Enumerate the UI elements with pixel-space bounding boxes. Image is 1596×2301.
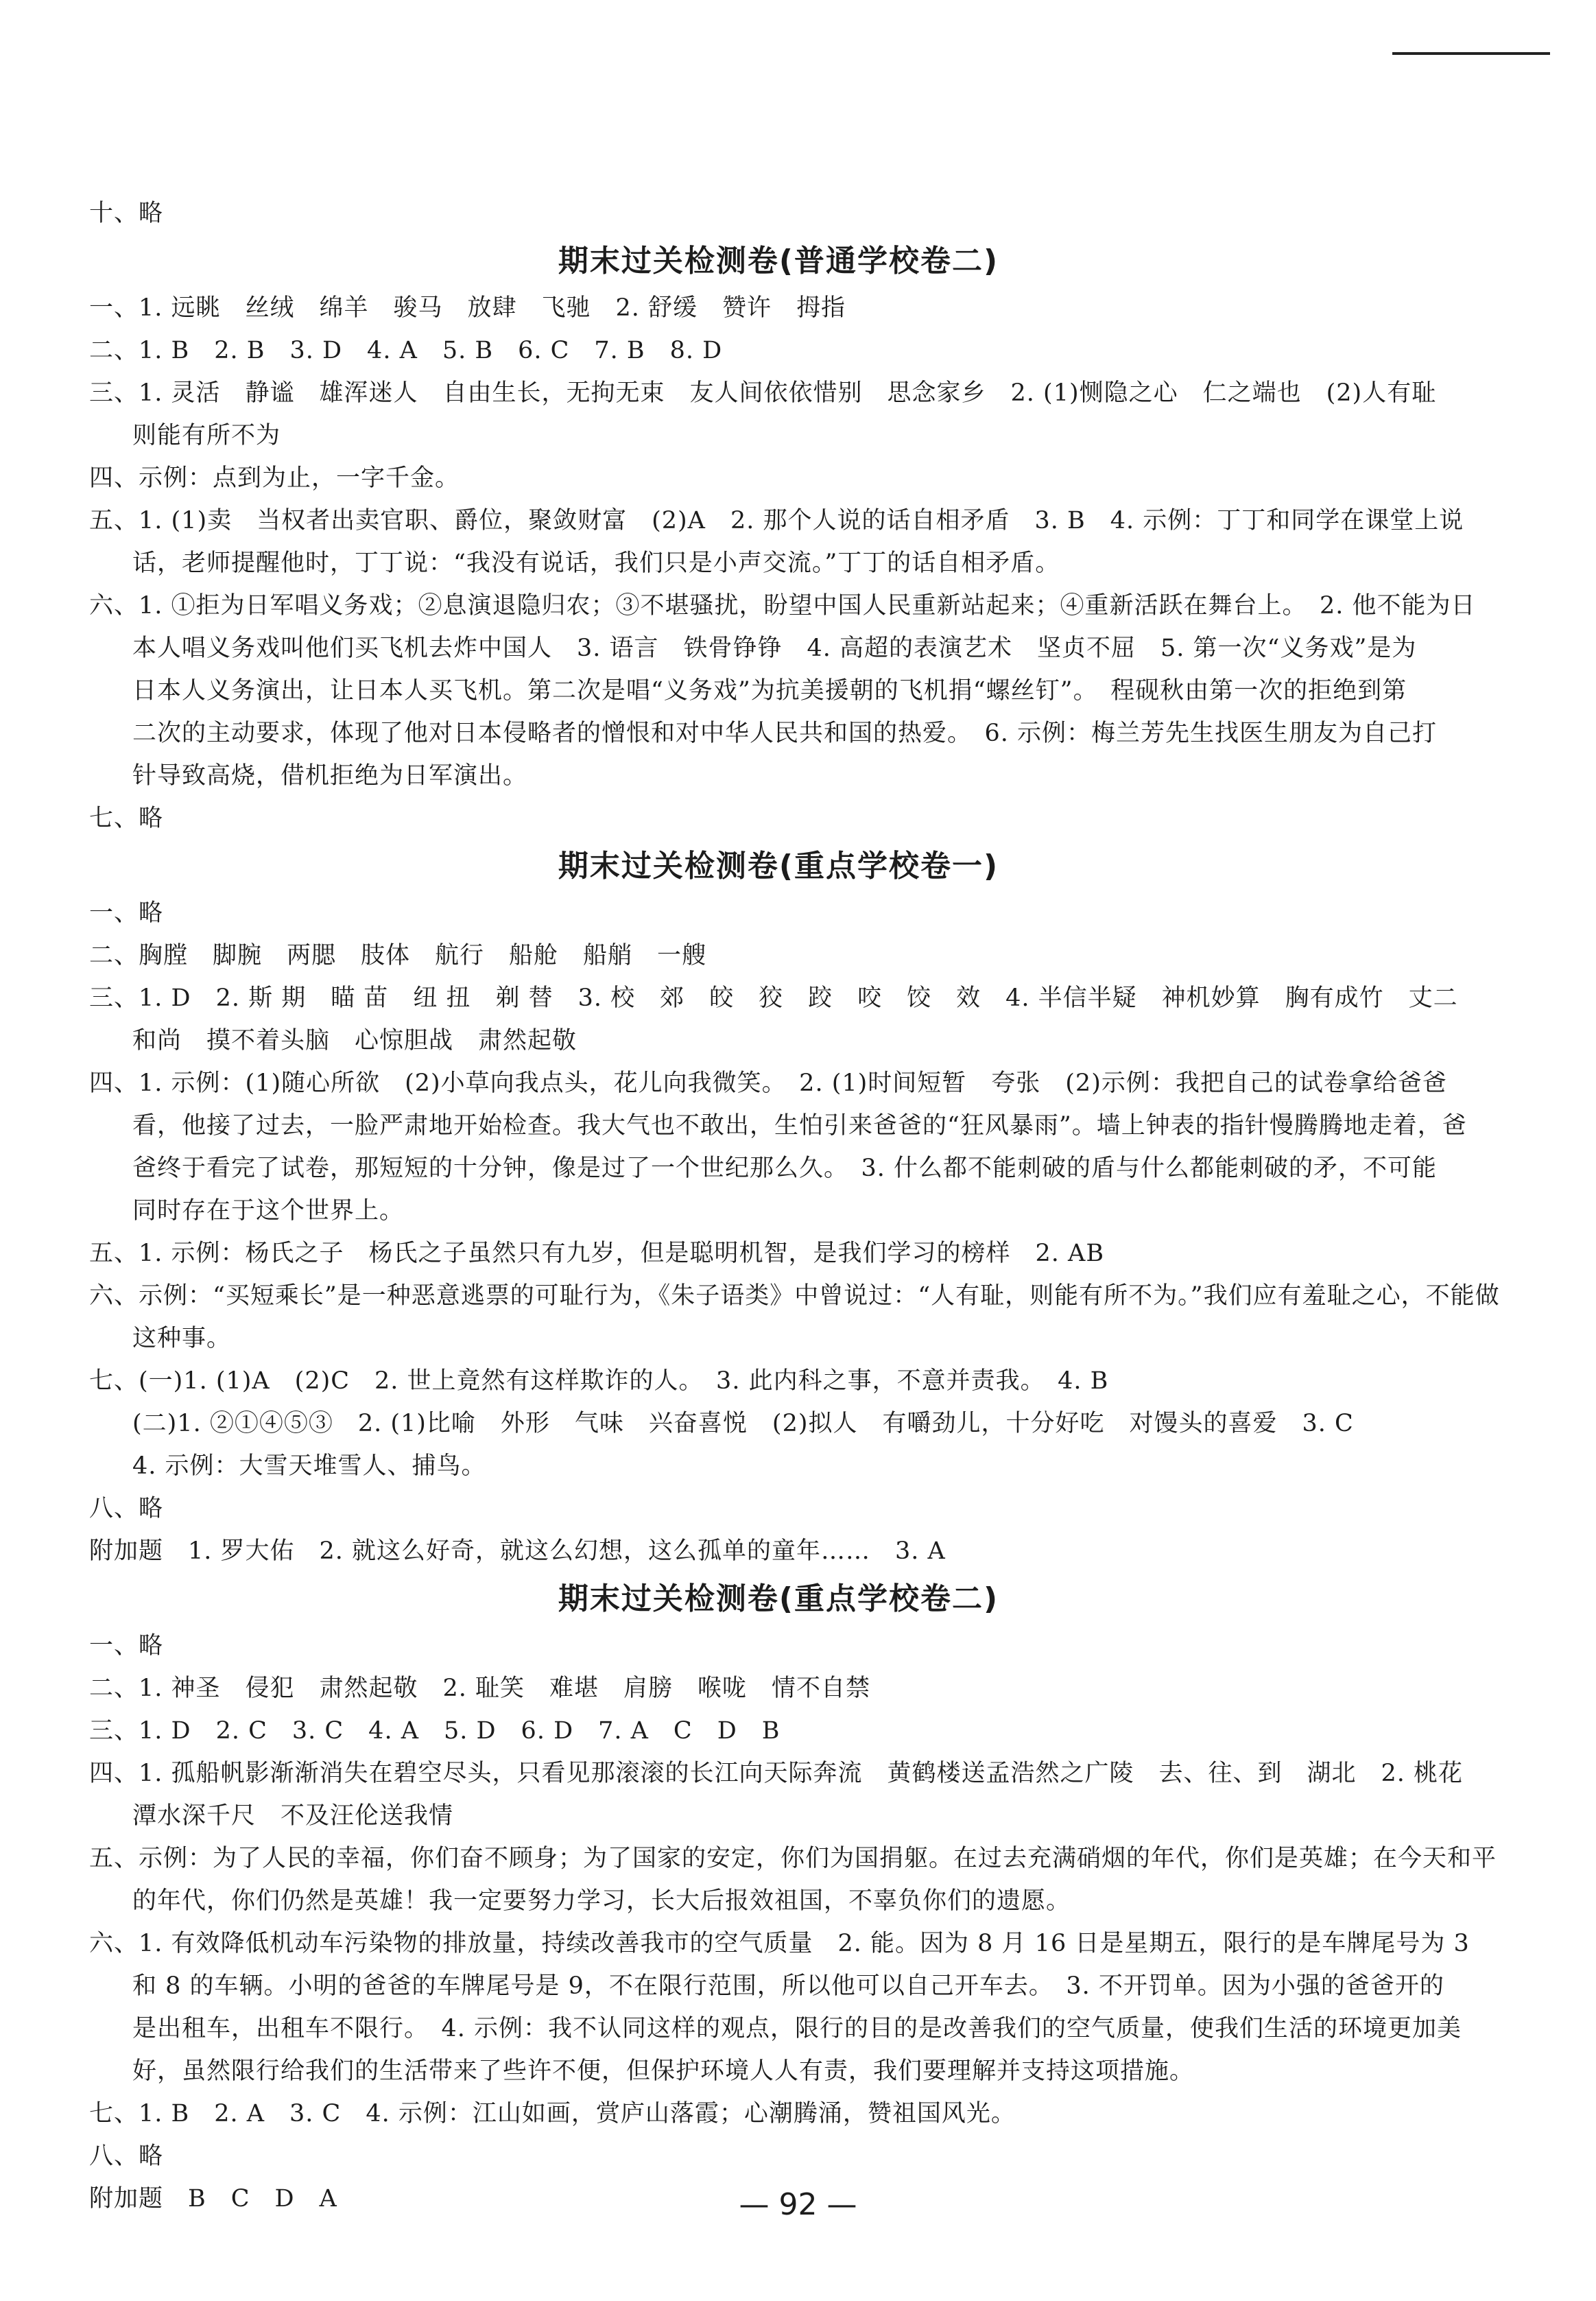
answer-line: 三、1. D 2. 斯 期 瞄 苗 纽 扭 剃 替 3. 校 郊 皎 狡 跤 咬 饺 效 4. 半信半疑 神机妙算 胸有成竹 丈二 — [89, 984, 1458, 1012]
answer-line: 爸终于看完了试卷，那短短的十分钟，像是过了一个世纪那么久。 3. 什么都不能刺破的盾与什么都能刺破的矛，不可能 — [132, 1155, 1438, 1182]
top-rule — [1392, 52, 1550, 55]
answer-line: 潭水深千尺 不及汪伦送我情 — [132, 1802, 454, 1830]
answer-line: 一、1. 远眺 丝绒 绵羊 骏马 放肆 飞驰 2. 舒缓 赞许 拇指 — [89, 294, 846, 322]
answer-line: 六、1. ①拒为日军唱义务戏；②息演退隐归农；③不堪骚扰，盼望中国人民重新站起来；④重新活跃在舞台上。 2. 他不能为日 — [89, 592, 1476, 620]
section-title: 期末过关检测卷(普通学校卷二) — [558, 244, 999, 279]
answer-line: 同时存在于这个世界上。 — [132, 1197, 405, 1225]
answer-line: 针导致高烧，借机拒绝为日军演出。 — [132, 762, 528, 790]
answer-line: 一、略 — [89, 1632, 164, 1660]
answer-line: 二次的主动要求，体现了他对日本侵略者的憎恨和对中华人民共和国的热爱。 6. 示例：梅兰芳先生找医生朋友为自己打 — [132, 720, 1438, 747]
answer-line: 二、胸膛 脚腕 两腮 肢体 航行 船舱 船艄 一艘 — [89, 942, 707, 969]
answer-line: 则能有所不为 — [132, 422, 281, 449]
answer-line: 四、1. 孤船帆影渐渐消失在碧空尽头，只看见那滚滚的长江向天际奔流 黄鹤楼送孟浩然之广陵 去、往、到 湖北 2. 桃花 — [89, 1760, 1464, 1787]
answer-line: 二、1. 神圣 侵犯 肃然起敬 2. 耻笑 难堪 肩膀 喉咙 情不自禁 — [89, 1675, 871, 1702]
answer-line: 七、(一)1. (1)A (2)C 2. 世上竟然有这样欺诈的人。 3. 此内科之事，不意并责我。 4. B — [89, 1367, 1109, 1395]
answer-line: 和 8 的车辆。小明的爸爸的车牌尾号是 9，不在限行范围，所以他可以自己开车去。 3. 不开罚单。因为小强的爸爸开的 — [132, 1972, 1444, 2000]
answer-line: 四、示例：点到为止，一字千金。 — [89, 464, 460, 492]
answer-line: 是出租车，出租车不限行。 4. 示例：我不认同这样的观点，限行的目的是改善我们的空气质量，使我们生活的环境更加美 — [132, 2015, 1462, 2042]
answer-line: 本人唱义务戏叫他们买飞机去炸中国人 3. 语言 铁骨铮铮 4. 高超的表演艺术 坚贞不屈 5. 第一次“义务戏”是为 — [132, 635, 1417, 662]
answer-line: 五、1. (1)卖 当权者出卖官职、爵位，聚敛财富 (2)A 2. 那个人说的话自相矛盾 3. B 4. 示例：丁丁和同学在课堂上说 — [89, 507, 1464, 534]
answer-line: 看，他接了过去，一脸严肃地开始检查。我大气也不敢出，生怕引来爸爸的“狂风暴雨”。墙上钟表的指针慢腾腾地走着，爸 — [132, 1112, 1467, 1140]
answer-line: 八、略 — [89, 1495, 164, 1522]
answer-line: 六、1. 有效降低机动车污染物的排放量，持续改善我市的空气质量 2. 能。因为 8 月 16 日是星期五，限行的是车牌尾号为 3 — [89, 1930, 1470, 1957]
answer-line: 日本人义务演出，让日本人买飞机。第二次是唱“义务戏”为抗美援朝的飞机捐“螺丝钉”。 程砚秋由第一次的拒绝到第 — [132, 677, 1407, 705]
answer-line: 三、1. 灵活 静谧 雄浑迷人 自由生长，无拘无束 友人间依依惜别 思念家乡 2. (1)恻隐之心 仁之端也 (2)人有耻 — [89, 379, 1437, 407]
answer-line: 五、示例：为了人民的幸福，你们奋不顾身；为了国家的安定，你们为国捐躯。在过去充满硝烟的年代，你们是英雄；在今天和平 — [89, 1845, 1497, 1872]
answer-line: 七、1. B 2. A 3. C 4. 示例：江山如画，赏庐山落霞；心潮腾涌，赞祖国风光。 — [89, 2100, 1016, 2127]
answer-line: 六、示例：“买短乘长”是一种恶意逃票的可耻行为，《朱子语类》中曾说过：“人有耻，则能有所不为。”我们应有羞耻之心，不能做 — [89, 1282, 1500, 1310]
answer-page — [89, 192, 1500, 2220]
answer-line: 4. 示例：大雪天堆雪人、捕鸟。 — [132, 1452, 486, 1480]
answer-line: 七、略 — [89, 805, 164, 832]
answer-line: 的年代，你们仍然是英雄！我一定要努力学习，长大后报效祖国，不辜负你们的遗愿。 — [132, 1887, 1071, 1915]
section-title: 期末过关检测卷(重点学校卷二) — [558, 1581, 999, 1616]
answer-line: (二)1. ②①④⑤③ 2. (1)比喻 外形 气味 兴奋喜悦 (2)拟人 有嚼劲儿，十分好吃 对馒头的喜爱 3. C — [132, 1410, 1354, 1437]
answer-line: 三、1. D 2. C 3. C 4. A 5. D 6. D 7. A C D B — [89, 1717, 781, 1745]
answer-line: 五、1. 示例：杨氏之子 杨氏之子虽然只有九岁，但是聪明机智，是我们学习的榜样 2. AB — [89, 1240, 1105, 1267]
page-number: — 92 — — [739, 2187, 857, 2222]
answer-line: 这种事。 — [132, 1325, 232, 1352]
answer-line: 话，老师提醒他时，丁丁说：“我没有说话，我们只是小声交流。”丁丁的话自相矛盾。 — [132, 550, 1060, 577]
section-title: 期末过关检测卷(重点学校卷一) — [558, 849, 999, 884]
answer-line: 附加题 1. 罗大佑 2. 就这么好奇，就这么幻想，这么孤单的童年…… 3. A — [89, 1537, 946, 1565]
answer-line: 四、1. 示例：(1)随心所欲 (2)小草向我点头，花儿向我微笑。 2. (1)时间短暂 夸张 (2)示例：我把自己的试卷拿给爸爸 — [89, 1070, 1447, 1097]
answer-line: 好，虽然限行给我们的生活带来了些许不便，但保护环境人人有责，我们要理解并支持这项措施。 — [132, 2057, 1195, 2085]
answer-line: 八、略 — [89, 2143, 164, 2170]
answer-line: 一、略 — [89, 899, 164, 927]
answer-line: 附加题 B C D A — [89, 2185, 337, 2212]
answer-line: 十、略 — [89, 200, 164, 227]
answer-line: 和尚 摸不着头脑 心惊胆战 肃然起敬 — [132, 1027, 577, 1054]
answer-line: 二、1. B 2. B 3. D 4. A 5. B 6. C 7. B 8. D — [89, 337, 723, 364]
